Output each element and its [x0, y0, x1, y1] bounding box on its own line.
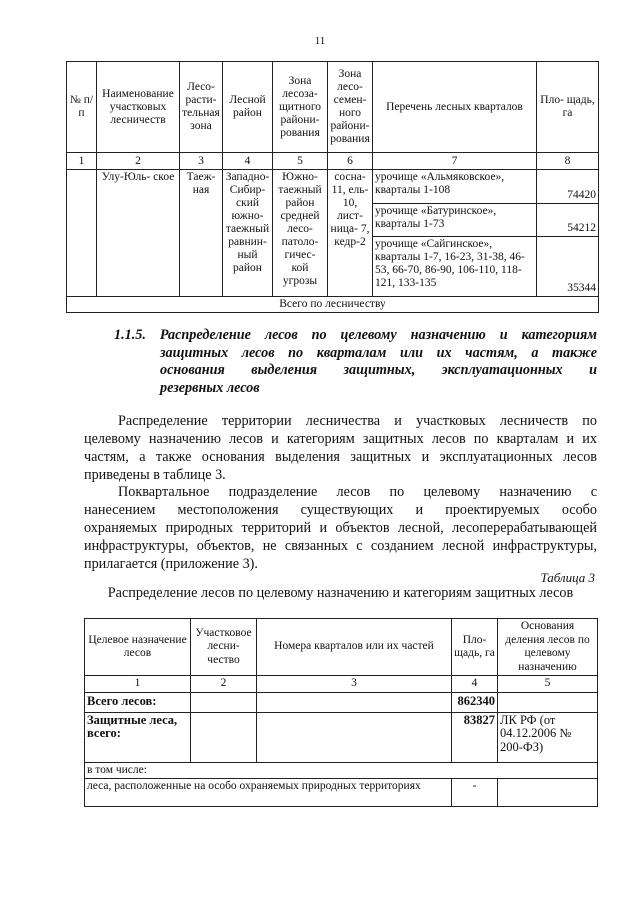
- vegetation-zone: Таеж- ная: [180, 170, 223, 297]
- row-area: 862340: [452, 692, 498, 712]
- district-name: Улу-Юль- ское: [97, 170, 180, 297]
- header-num: № п/п: [67, 62, 97, 153]
- paragraph-line: целевому назначению лесов и категориям защитных лесов по кварталам и их: [84, 430, 597, 447]
- header-area: Пло- щадь, га: [537, 62, 599, 153]
- quarters-item: урочище «Альмяковское», кварталы 1-108: [373, 170, 537, 204]
- header-purpose: Целевое назначение лесов: [85, 619, 191, 676]
- col-number: 3: [180, 153, 223, 170]
- row-district: [191, 692, 257, 712]
- header-vegetation-zone: Лесо- расти- тельная зона: [180, 62, 223, 153]
- paragraph-line: нанесением местоположения существующих и проектируемых особо: [84, 501, 597, 518]
- col-number: 2: [191, 676, 257, 693]
- paragraph-line: приведены в таблице 3.: [84, 466, 226, 483]
- total-row-label: Всего по лесничеству: [67, 297, 599, 313]
- header-district: Участковое лесни- чество: [191, 619, 257, 676]
- header-forest-region: Лесной район: [223, 62, 273, 153]
- row-quarters: [257, 692, 452, 712]
- forest-region: Западно- Сибир- ский южно- таежный равнин- ный район: [223, 170, 273, 297]
- header-quarters: Номера кварталов или их частей: [257, 619, 452, 676]
- col-number: 8: [537, 153, 599, 170]
- forest-districts-table: [66, 61, 599, 313]
- row-quarters: [257, 712, 452, 762]
- seed-zone: сосна- 11, ель- 10, лист- ница- 7, кедр-2: [328, 170, 373, 297]
- table-label: Таблица 3: [540, 570, 595, 585]
- col-number: 2: [97, 153, 180, 170]
- paragraph-line: прилагается (приложение 3).: [84, 555, 258, 572]
- header-district: Наименование участковых лесничеств: [97, 62, 180, 153]
- heading-line: резервных лесов: [160, 379, 260, 396]
- col-number: 4: [452, 676, 498, 693]
- subhead-row: в том числе:: [85, 762, 598, 779]
- row-basis: [498, 779, 598, 807]
- header-seed-zone: Зона лесо- семен- ного райони- рования: [328, 62, 373, 153]
- paragraph-2: [84, 484, 597, 574]
- forest-purpose-table: [84, 618, 598, 807]
- paragraph-line: Распределение территории лесничества и участковых лесничеств по: [118, 413, 597, 429]
- header-basis: Основания деления лесов по целевому назначению: [498, 619, 598, 676]
- heading-line: защитных лесов по кварталам или их частям, а также: [160, 344, 597, 361]
- area-value: 54212: [537, 204, 599, 237]
- paragraph-1: [84, 413, 597, 485]
- row-area: -: [452, 779, 498, 807]
- row-district: [191, 712, 257, 762]
- quarters-item: урочище «Сайгинское», кварталы 1-7, 16-23, 31-38, 46-53, 66-70, 86-90, 106-110, 118-121, 133-135: [373, 237, 537, 297]
- row-purpose: Всего лесов:: [85, 692, 191, 712]
- row-purpose: Защитные леса, всего:: [85, 712, 191, 762]
- row-area: 83827: [452, 712, 498, 762]
- section-heading: [84, 327, 597, 397]
- heading-line: основания выделения защитных, эксплуатационных и: [160, 362, 597, 378]
- header-protection-zone: Зона лесоза- щитного райони- рования: [273, 62, 328, 153]
- col-number: 1: [67, 153, 97, 170]
- heading-line: 1.1.5. Распределение лесов по целевому назначению и категориям: [114, 327, 597, 343]
- header-quarters-list: Перечень лесных кварталов: [373, 62, 537, 153]
- col-number: 5: [273, 153, 328, 170]
- quarters-item: урочище «Батуринское», кварталы 1-73: [373, 204, 537, 237]
- row-basis: ЛК РФ (от 04.12.2006 № 200-ФЗ): [498, 712, 598, 762]
- paragraph-line: Поквартальное подразделение лесов по целевому назначению с: [118, 484, 597, 500]
- paragraph-line: инфраструктуры, объектов, не связанных с созданием лесной инфраструктуры,: [84, 537, 597, 554]
- page-number: 11: [314, 35, 326, 47]
- col-number: 4: [223, 153, 273, 170]
- row-num-cell: [67, 170, 97, 297]
- table-title: Распределение лесов по целевому назначению и категориям защитных лесов: [107, 585, 574, 601]
- paragraph-line: частям, а также основания выделения защитных и эксплуатационных лесов: [84, 448, 597, 465]
- col-number: 6: [328, 153, 373, 170]
- area-value: 74420: [537, 170, 599, 204]
- col-number: 5: [498, 676, 598, 693]
- col-number: 1: [85, 676, 191, 693]
- row-basis: [498, 692, 598, 712]
- col-number: 3: [257, 676, 452, 693]
- protection-zone: Южно- таежный район средней лесо- патоло- гичес- кой угрозы: [273, 170, 328, 297]
- area-value: 35344: [537, 237, 599, 297]
- col-number: 7: [373, 153, 537, 170]
- paragraph-line: охраняемых природных территорий и объектов лесной, лесоперерабатывающей: [84, 519, 597, 536]
- row-purpose: леса, расположенные на особо охраняемых природных территориях: [85, 779, 452, 807]
- header-area: Пло- щадь, га: [452, 619, 498, 676]
